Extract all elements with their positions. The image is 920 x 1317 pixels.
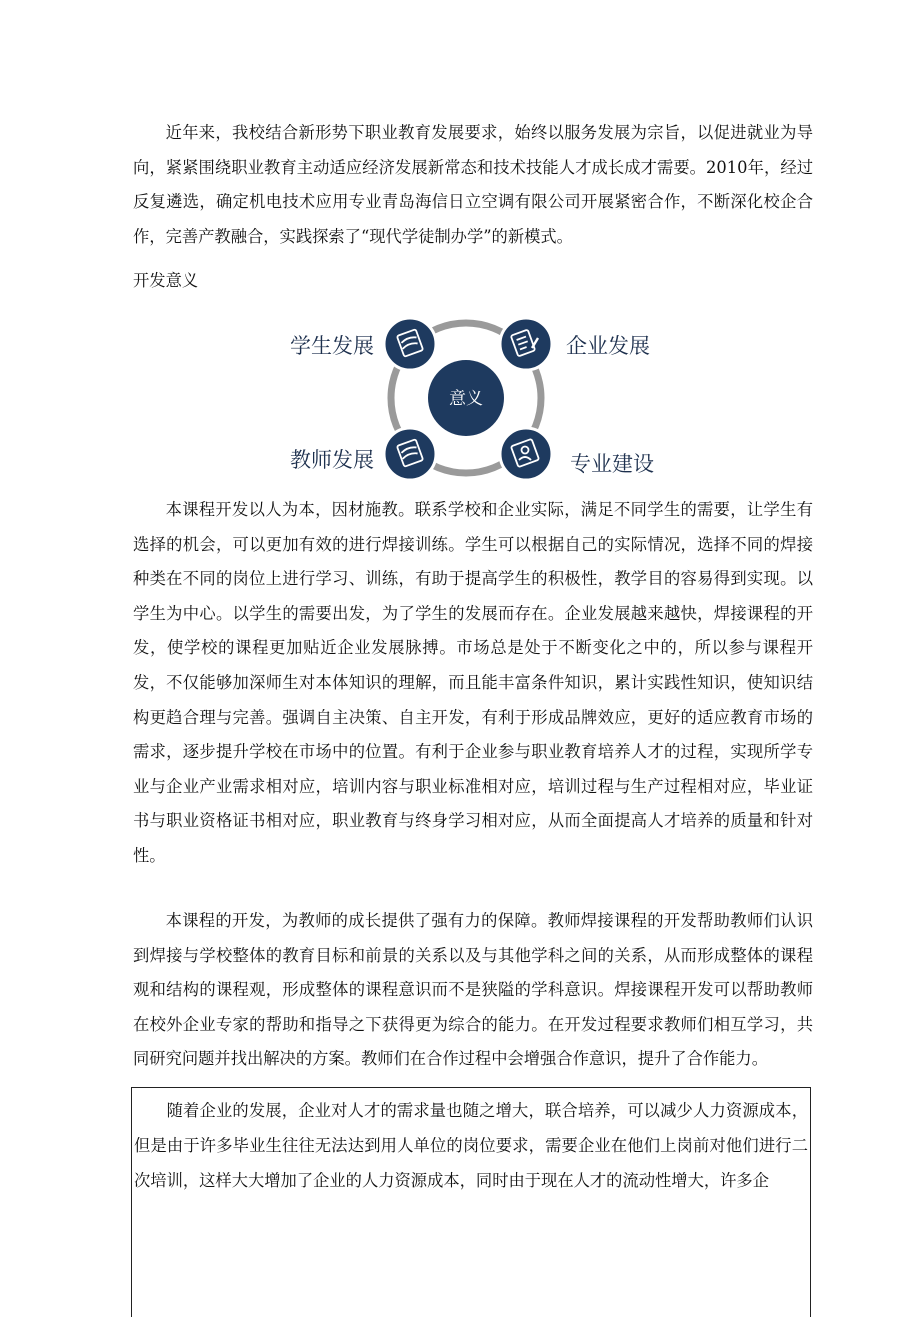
enterprise-development-paragraph: 随着企业的发展，企业对人才的需求量也随之增大，联合培养，可以减少人力资源成本，但是由于许多毕业生往往无法达到用人单位的岗位要求，需要企业在他们上岗前对他们进行二次培训，这样大大增加了企业的人力资源成本，同时由于现在人才的流动性增大，许多企 [134,1101,808,1190]
significance-diagram [280,304,680,488]
enterprise-textbox [131,1087,811,1317]
label-major-construction: 专业建设 [570,452,654,476]
label-student-development: 学生发展 [290,334,374,358]
enterprise-node [500,318,552,370]
section-heading: 开发意义 [133,271,199,290]
label-teacher-development: 教师发展 [290,448,374,472]
student-node [384,318,436,370]
teacher-node [384,428,436,480]
major-node [500,428,552,480]
intro-paragraph: 近年来，我校结合新形势下职业教育发展要求，始终以服务发展为宗旨，以促进就业为导向，紧紧围绕职业教育主动适应经济发展新常态和技术技能人才成长成才需要。2010年，经过反复遴选，确定机电技术应用专业青岛海信日立空调有限公司开展紧密合作，不断深化校企合作，完善产教融合，实践探索了“现代学徒制办学”的新模式。 [133,123,813,246]
center-label: 意义 [449,389,483,409]
label-enterprise-development: 企业发展 [566,334,650,358]
teacher-development-paragraph: 本课程的开发，为教师的成长提供了强有力的保障。教师焊接课程的开发帮助教师们认识到焊接与学校整体的教育目标和前景的关系以及与其他学科之间的关系，从而形成整体的课程观和结构的课程观，形成整体的课程意识而不是狭隘的学科意识。焊接课程开发可以帮助教师在校外企业专家的帮助和指导之下获得更为综合的能力。在开发过程要求教师们相互学习，共同研究问题并找出解决的方案。教师们在合作过程中会增强合作意识，提升了合作能力。 [133,911,813,1069]
student-development-paragraph: 本课程开发以人为本，因材施教。联系学校和企业实际，满足不同学生的需要，让学生有选择的机会，可以更加有效的进行焊接训练。学生可以根据自己的实际情况，选择不同的焊接种类在不同的岗位上进行学习、训练，有助于提高学生的积极性，教学目的容易得到实现。以学生为中心。以学生的需要出发，为了学生的发展而存在。企业发展越来越快，焊接课程的开发，使学校的课程更加贴近企业发展脉搏。市场总是处于不断变化之中的，所以参与课程开发，不仅能够加深师生对本体知识的理解，而且能丰富条件知识，累计实践性知识，使知识结构更趋合理与完善。强调自主决策、自主开发，有利于形成品牌效应，更好的适应教育市场的需求，逐步提升学校在市场中的位置。有利于企业参与职业教育培养人才的过程，实现所学专业与企业产业需求相对应，培训内容与职业标准相对应，培训过程与生产过程相对应，毕业证书与职业资格证书相对应，职业教育与终身学习相对应，从而全面提高人才培养的质量和针对性。 [133,500,813,865]
